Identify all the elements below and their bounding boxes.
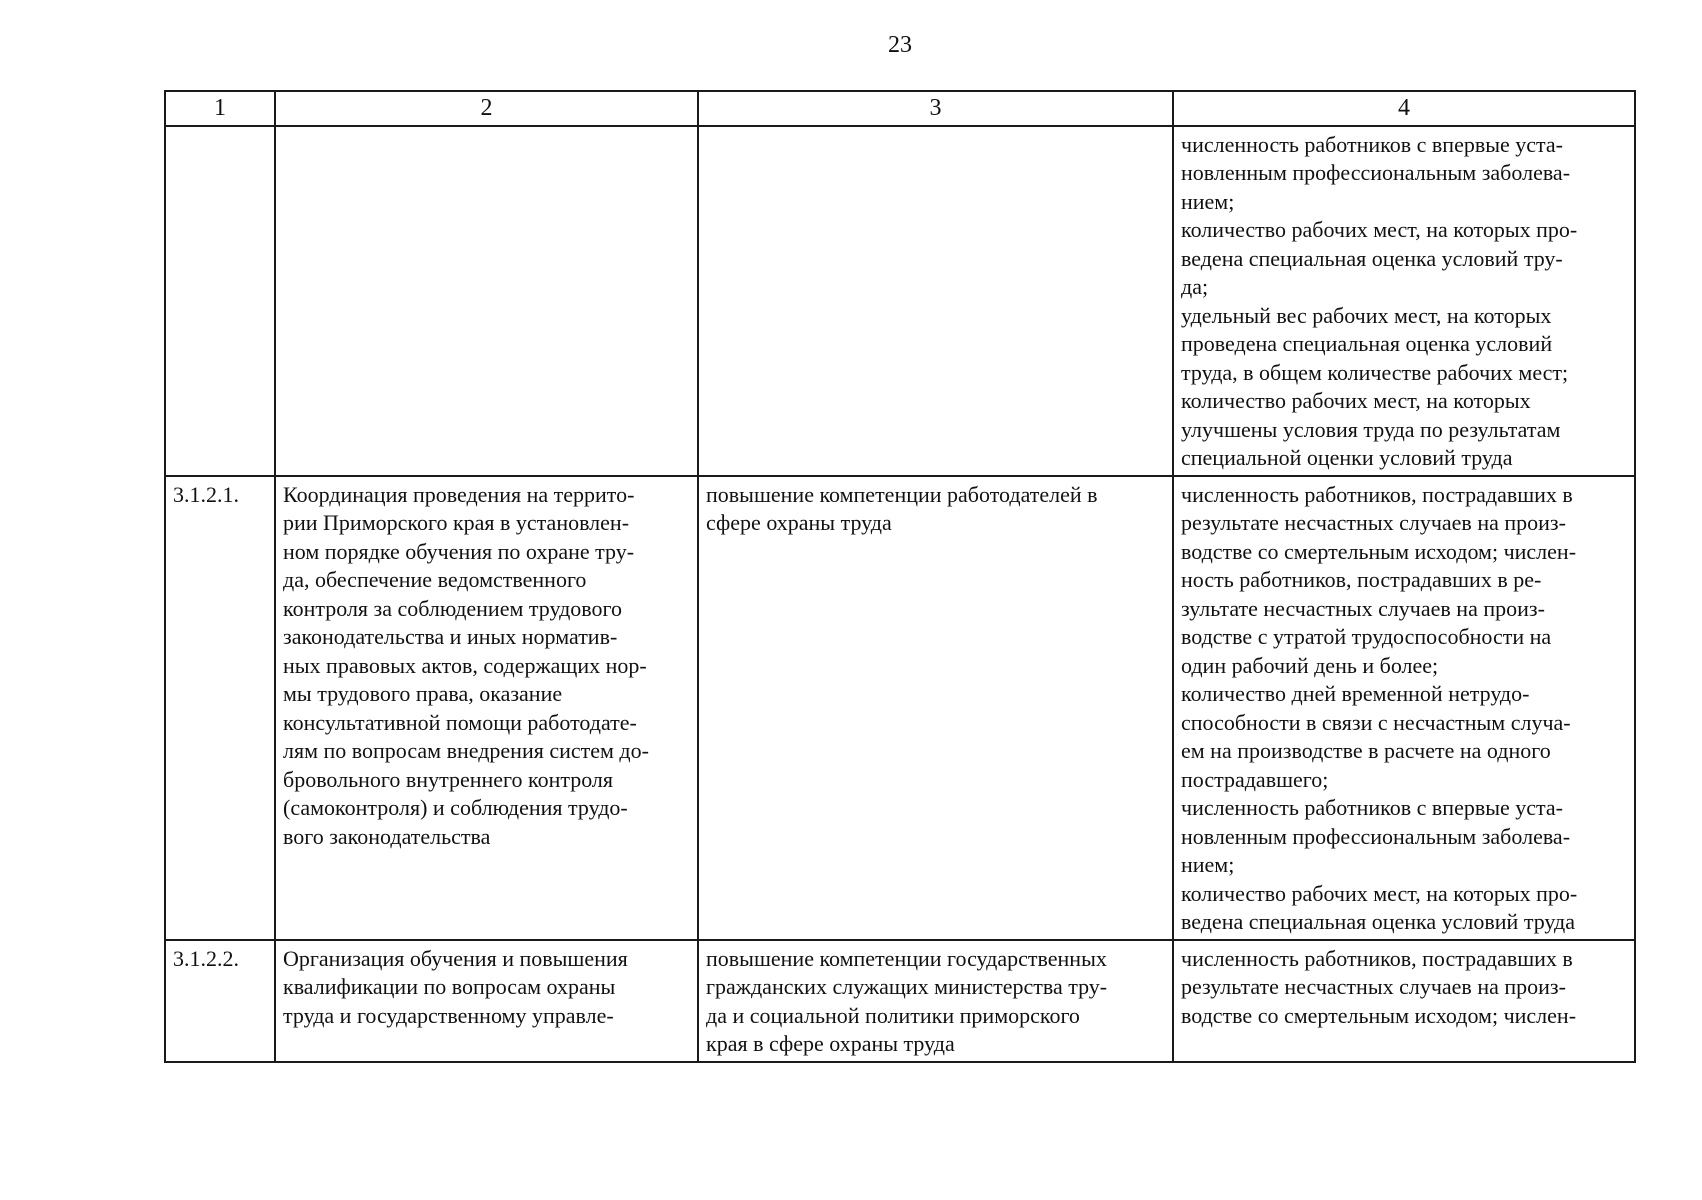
row-number-cell: 3.1.2.2.: [165, 940, 275, 1062]
text-line: (самоконтроля) и соблюдения трудо-: [283, 795, 628, 820]
text-line: консультативной помощи работодате-: [283, 709, 637, 735]
text-line: лям по вопросам внедрения систем до-: [283, 738, 649, 763]
text-line: количество рабочих мест, на которых про-: [1181, 217, 1578, 242]
result-cell: [698, 126, 1173, 476]
text-line: ведена специальная оценка условий труда: [1181, 909, 1575, 934]
text-line: пострадавшего;: [1181, 766, 1329, 792]
text-line: водстве с утратой трудоспособности на: [1181, 624, 1552, 649]
table-header-row: [165, 91, 1635, 126]
table-row: [165, 940, 1635, 1062]
row-number-cell: 3.1.2.1.: [165, 476, 275, 940]
column-header-4: 4: [1173, 91, 1635, 126]
text-line: повышение компетенции государственных: [706, 945, 1107, 971]
column-header-2: 2: [275, 91, 698, 126]
text-line: нием;: [1181, 852, 1235, 877]
text-line: ведена специальная оценка условий тру-: [1181, 245, 1563, 271]
text-line: Организация обучения и повышения: [283, 945, 628, 971]
text-line: водстве со смертельным исходом; числен-: [1181, 1002, 1577, 1028]
text-line: Координация проведения на террито-: [283, 481, 635, 507]
indicator-cell: [1173, 940, 1635, 1062]
table-row: [165, 126, 1635, 476]
text-line: рии Приморского края в установлен-: [283, 510, 630, 535]
text-line: зультате несчастных случаев на произ-: [1181, 595, 1545, 621]
text-line: да, обеспечение ведомственного: [283, 567, 587, 592]
text-line: способности в связи с несчастным случа-: [1181, 709, 1571, 735]
column-header-3: 3: [698, 91, 1173, 126]
text-line: улучшены условия труда по результатам: [1181, 416, 1561, 442]
text-line: количество рабочих мест, на которых: [1181, 388, 1531, 413]
text-line: квалификации по вопросам охраны: [283, 974, 616, 999]
text-line: повышение компетенции работодателей в: [706, 481, 1098, 507]
text-line: вого законодательства: [283, 823, 491, 849]
measure-cell: [275, 126, 698, 476]
text-line: бровольного внутреннего контроля: [283, 766, 614, 792]
text-line: законодательства и иных норматив-: [283, 624, 618, 649]
text-line: новленным профессиональным заболева-: [1181, 160, 1571, 185]
indicators-table: [164, 90, 1636, 1063]
text-line: ных правовых актов, содержащих нор-: [283, 652, 647, 678]
text-line: количество дней временной нетрудо-: [1181, 681, 1530, 706]
text-line: проведена специальная оценка условий: [1181, 331, 1553, 356]
result-cell: [698, 940, 1173, 1062]
text-line: сфере охраны труда: [706, 510, 892, 535]
measure-cell: [275, 940, 698, 1062]
text-line: края в сфере охраны труда: [706, 1031, 955, 1056]
text-line: да;: [1181, 274, 1209, 299]
text-line: мы трудового права, оказание: [283, 681, 563, 706]
indicator-cell: [1173, 126, 1635, 476]
row-number-cell: [165, 126, 275, 476]
result-cell: [698, 476, 1173, 940]
column-header-1: 1: [165, 91, 275, 126]
text-line: ем на производстве в расчете на одного: [1181, 738, 1551, 763]
text-line: результате несчастных случаев на произ-: [1181, 974, 1566, 999]
text-line: водстве со смертельным исходом; числен-: [1181, 538, 1577, 564]
text-line: удельный вес рабочих мест, на которых: [1181, 302, 1552, 328]
text-line: численность работников с впервые уста-: [1181, 795, 1564, 820]
text-line: нием;: [1181, 188, 1235, 214]
text-line: контроля за соблюдением трудового: [283, 595, 623, 621]
text-line: ность работников, пострадавших в ре-: [1181, 567, 1542, 592]
text-line: специальной оценки условий труда: [1181, 445, 1513, 470]
text-line: результате несчастных случаев на произ-: [1181, 510, 1566, 535]
text-line: ном порядке обучения по охране тру-: [283, 538, 635, 564]
text-line: труда и государственному управле-: [283, 1002, 614, 1028]
text-line: численность работников с впервые уста-: [1181, 131, 1564, 157]
page-number: 23: [888, 32, 912, 58]
text-line: да и социальной политики приморского: [706, 1002, 1080, 1028]
text-line: гражданских служащих министерства тру-: [706, 974, 1108, 999]
text-line: численность работников, пострадавших в: [1181, 481, 1573, 507]
table-row: [165, 476, 1635, 940]
text-line: численность работников, пострадавших в: [1181, 945, 1573, 971]
indicator-cell: [1173, 476, 1635, 940]
text-line: труда, в общем количестве рабочих мест;: [1181, 359, 1569, 385]
text-line: количество рабочих мест, на которых про-: [1181, 880, 1578, 906]
text-line: новленным профессиональным заболева-: [1181, 823, 1571, 849]
text-line: один рабочий день и более;: [1181, 652, 1439, 678]
measure-cell: [275, 476, 698, 940]
